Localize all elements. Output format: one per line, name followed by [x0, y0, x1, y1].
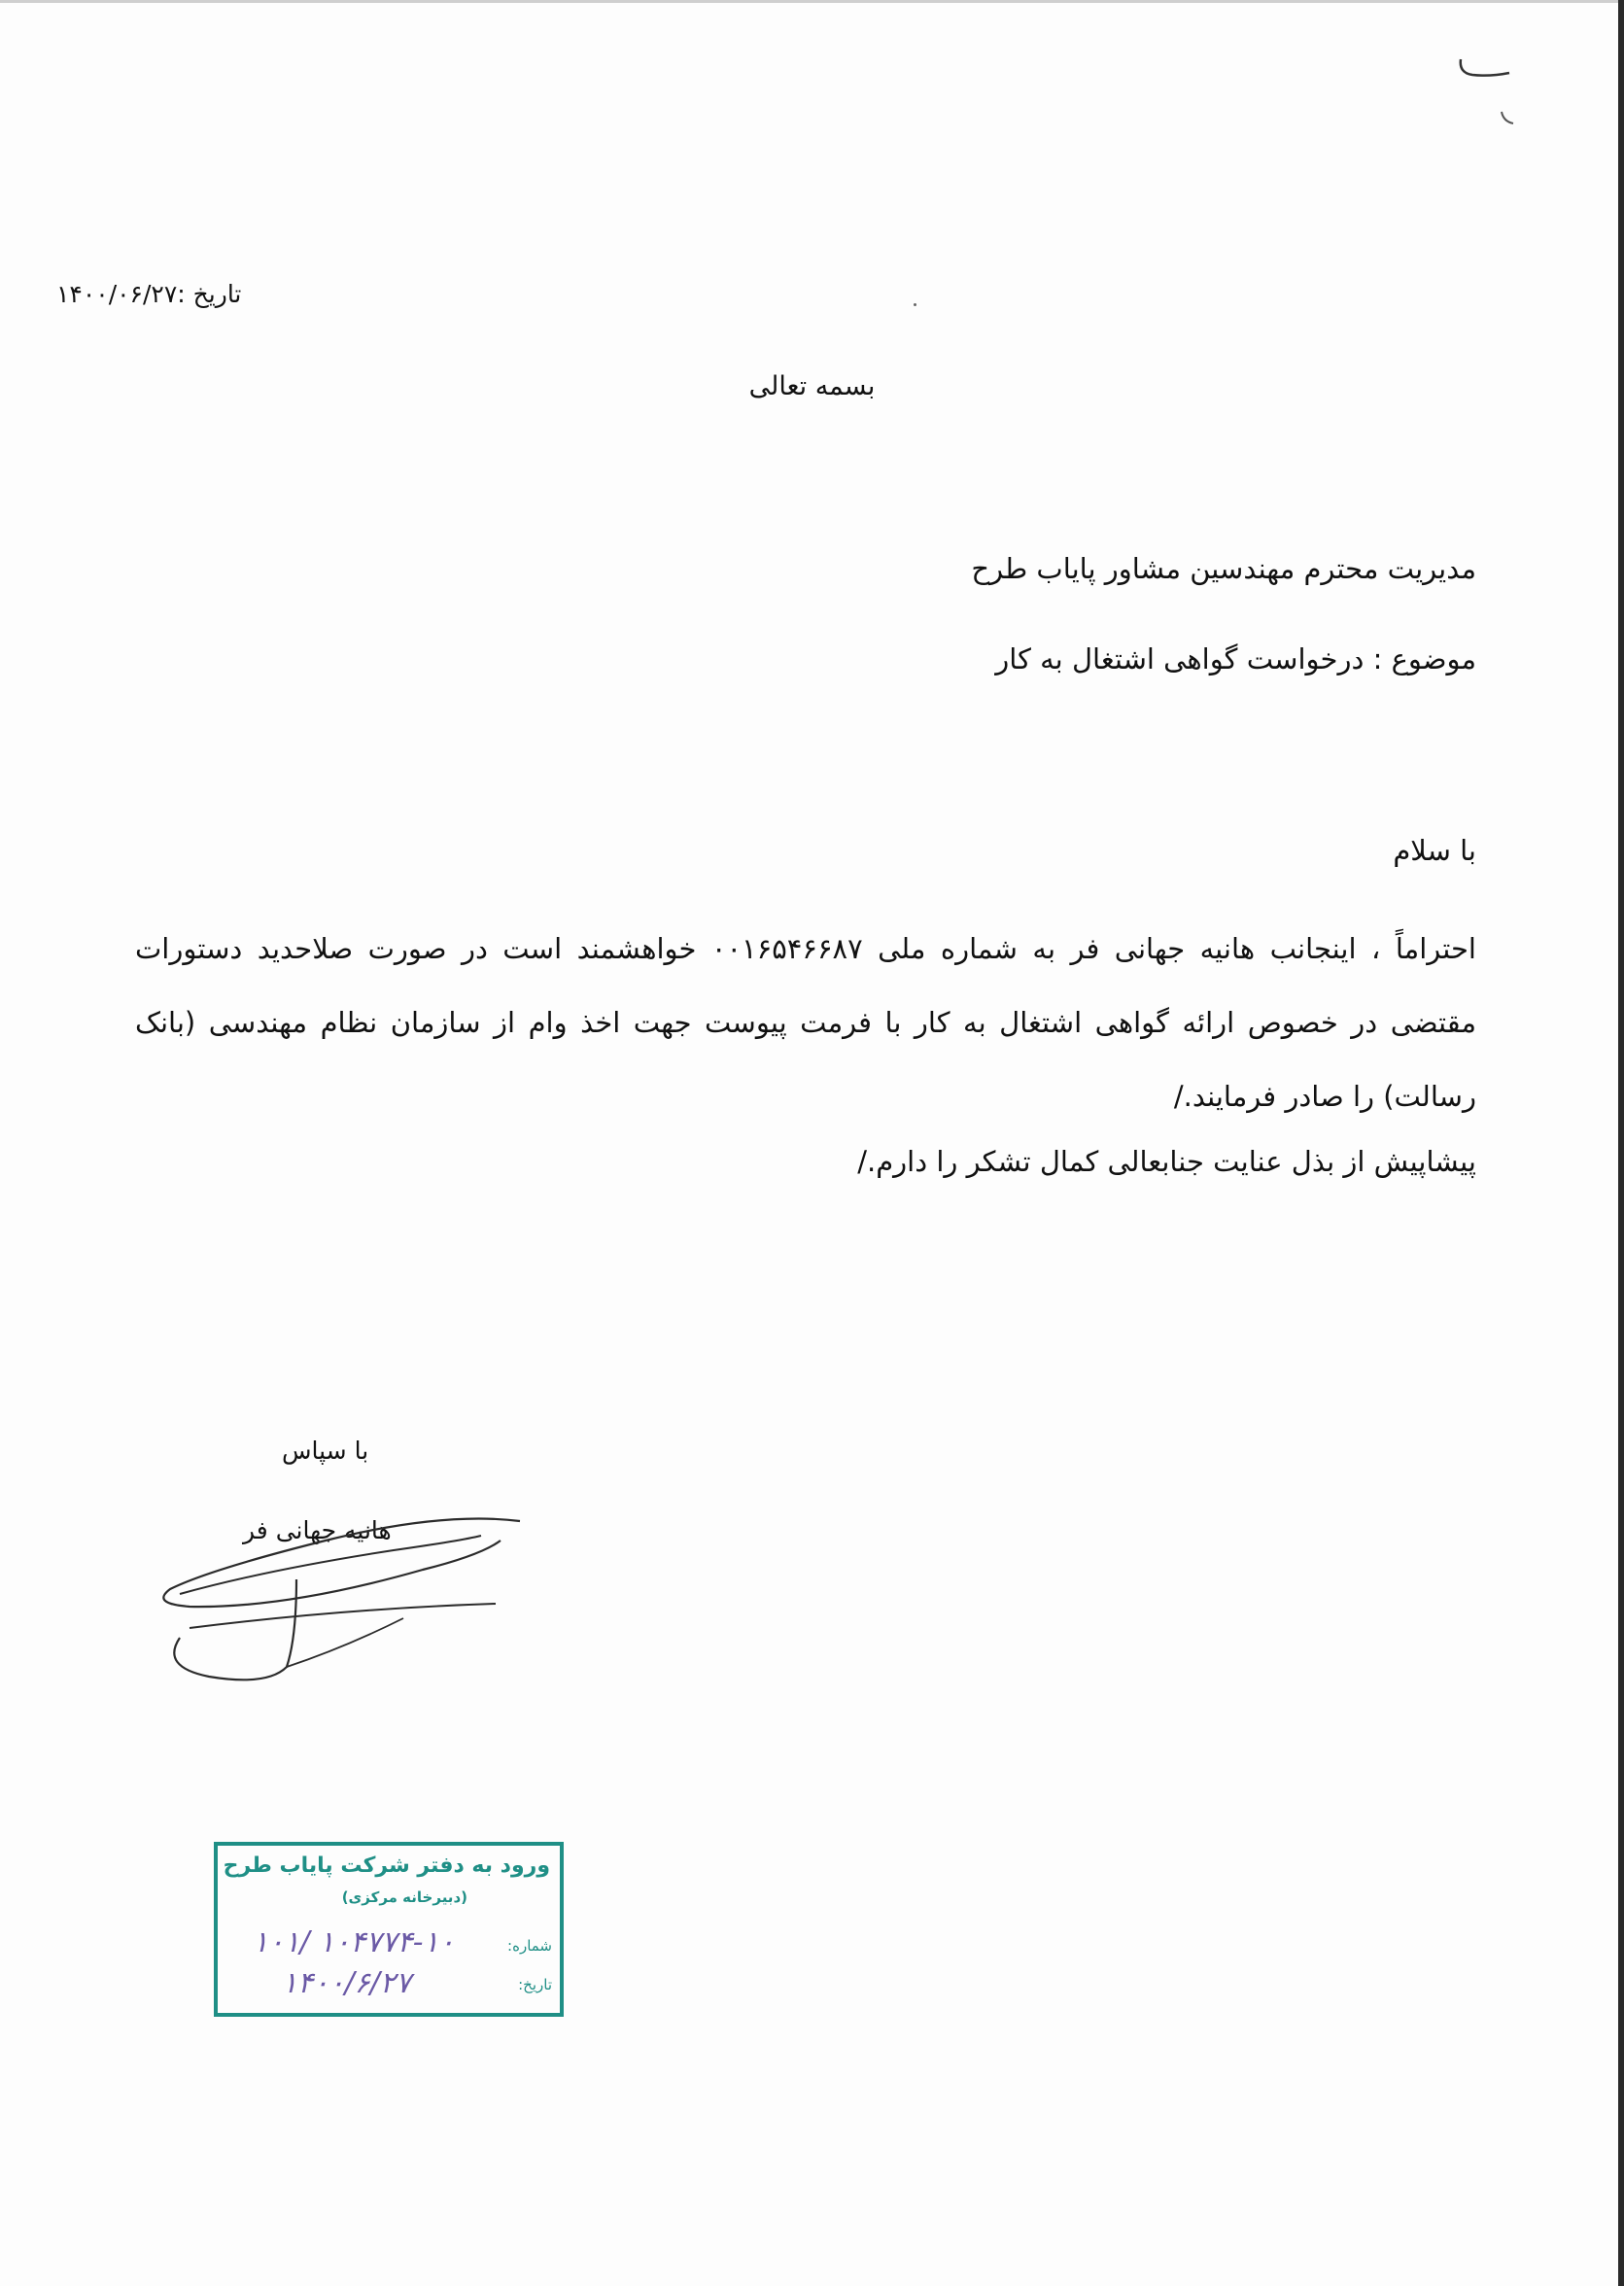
- scan-top-edge: [0, 0, 1624, 3]
- letter-addressee: مدیریت محترم مهندسین مشاور پایاب طرح: [971, 552, 1476, 585]
- registry-stamp: [214, 1842, 564, 2017]
- letter-subject: موضوع : درخواست گواهی اشتغال به کار: [995, 642, 1476, 675]
- stamp-date-value: ۱۴۰۰/۶/۲۷: [282, 1966, 412, 2000]
- corner-scribble-mark: [1453, 53, 1521, 131]
- letter-greeting: با سلام: [1393, 834, 1476, 867]
- scan-right-edge: [1618, 0, 1624, 2286]
- stamp-date-label: تاریخ:: [518, 1976, 552, 1993]
- stamp-number-label: شماره:: [507, 1937, 552, 1955]
- letter-date: تاریخ :۱۴۰۰/۰۶/۲۷: [56, 280, 242, 308]
- scan-speck: [914, 303, 916, 306]
- stamp-subtitle: (دبیرخانه مرکزی): [341, 1888, 467, 1906]
- letter-thanks: پیشاپیش از بذل عنایت جنابعالی کمال تشکر را دارم./: [857, 1145, 1476, 1178]
- letter-body: احتراماً ، اینجانب هانیه جهانی فر به شماره ملی ۰۰۱۶۵۴۶۶۸۷ خواهشمند است در صورت صلاحدید دستورات مقتضی در خصوص ارائه گواهی اشتغال به کار با فرمت پیوست جهت اخذ وام از سازمان نظام مهندسی (بانک رسالت) را صادر فرمایند./: [135, 932, 1476, 1113]
- handwritten-signature: [151, 1502, 530, 1696]
- stamp-title: ورود به دفتر شرکت پایاب طرح: [223, 1853, 550, 1878]
- letter-regards: با سپاس: [282, 1437, 369, 1465]
- stamp-number-value: ۱۰۱/ ۱۰۴۷۷۴-۱۰: [253, 1925, 455, 1959]
- letter-heading: بسمه تعالی: [748, 371, 876, 401]
- signer-name: هانیه جهانی فر: [243, 1516, 392, 1544]
